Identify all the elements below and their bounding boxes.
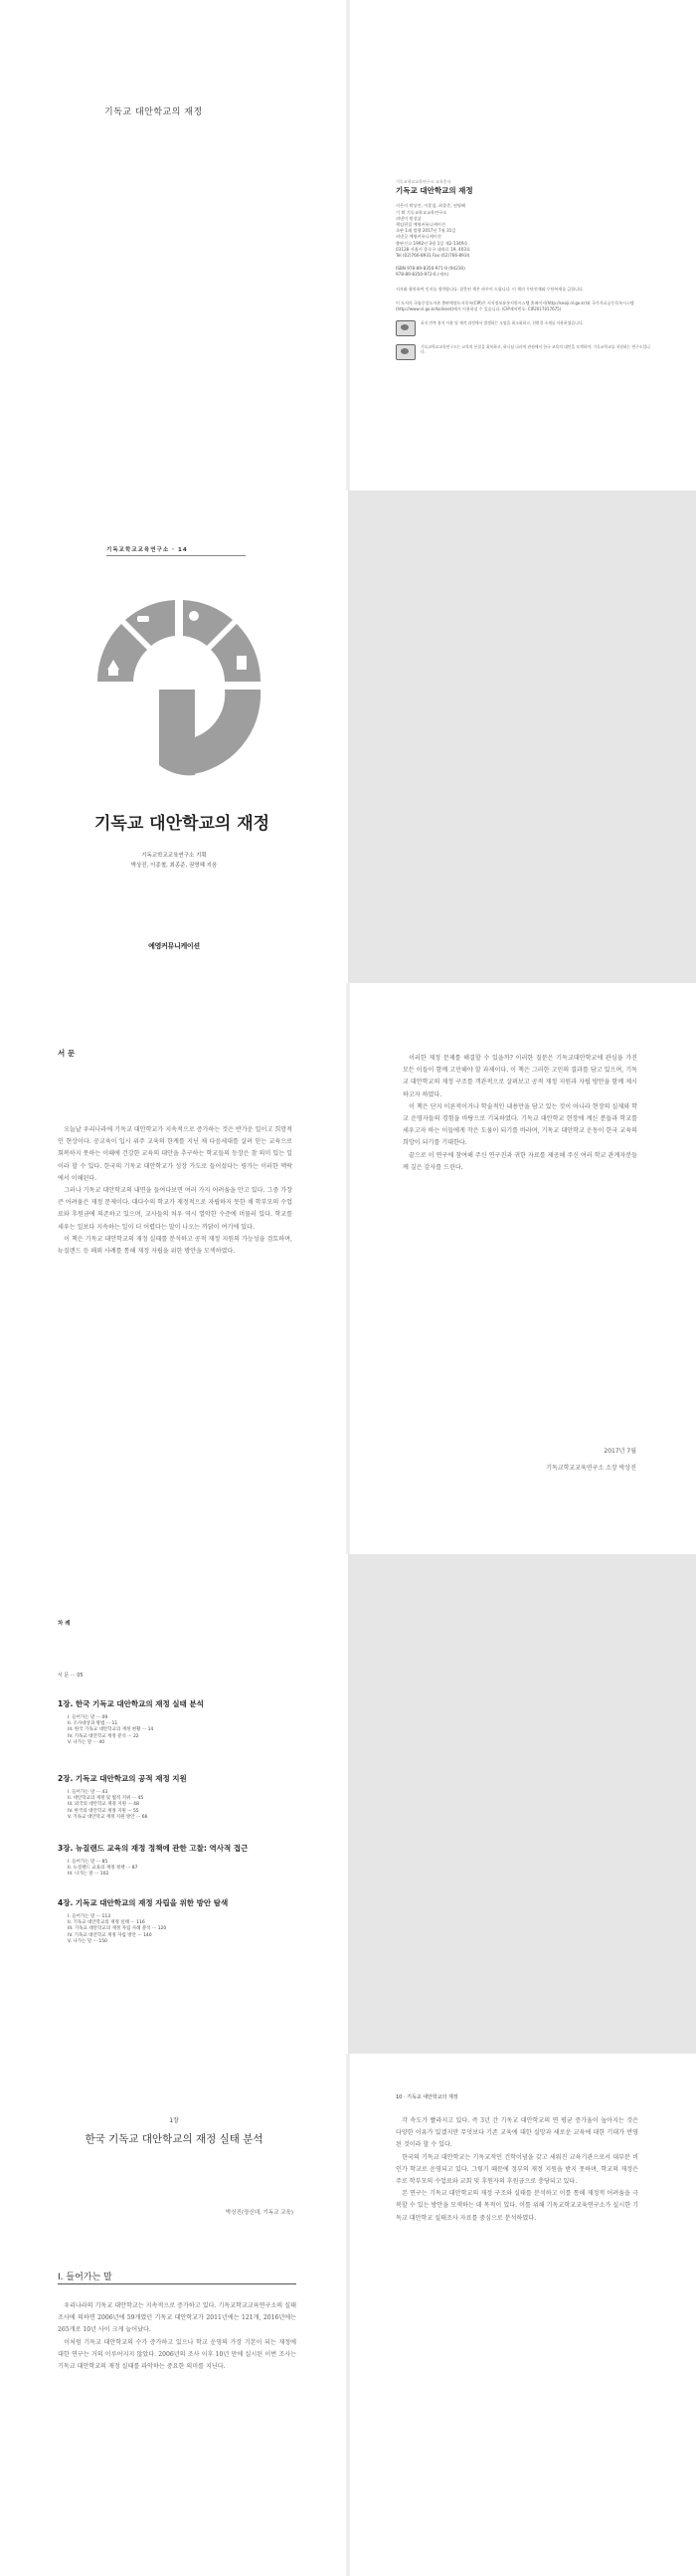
preface-date: 2017년 7월 [604, 1448, 636, 1455]
cover-page [0, 491, 348, 983]
spread-toc [0, 1554, 696, 2054]
half-title-page [0, 0, 348, 491]
institute-badge-row [396, 344, 654, 360]
chapter-author: 박상진(장신대, 기독교 교육) [226, 2210, 293, 2216]
chapter-left-body [58, 2300, 296, 2373]
chapter-title: 한국 기독교 대안학교의 재정 실태 분석 [85, 2133, 263, 2145]
hook-stem [159, 690, 195, 775]
chapter-number: 1장 [169, 2117, 179, 2124]
imprint-series-label: 기독교학교교육연구소 교육총서 [396, 179, 451, 184]
toc-section[interactable]: II. 조사대상과 방법 ··· 11 [68, 1721, 118, 1727]
imprint-line: Tel (02)766-8931 Fax (02)766-8934 [396, 253, 470, 259]
toc-section[interactable]: IV. 한국의 대안학교 재정 지원 ··· 55 [68, 1808, 139, 1814]
toc-section[interactable]: IV. 기독교 대안학교 재정 자립 방안 ··· 140 [68, 1932, 152, 1938]
eco-badge-row [396, 320, 654, 336]
toc-section[interactable]: III. 한국 기독교 대안학교의 재정 현황 ··· 14 [68, 1727, 154, 1733]
cover-graphic [89, 590, 268, 789]
cover-title: 기독교 대안학교의 재정 [94, 814, 270, 834]
toc-chapter-title[interactable]: 4장. 기독교 대안학교의 재정 자립을 위한 방안 탐색 [58, 1898, 229, 1907]
spread-halftitle-imprint [0, 0, 696, 491]
institute-logo-icon [396, 344, 416, 360]
paragraph: 각 속도가 빨라지고 있다. 즉 3년 간 기독교 대안학교의 연 평균 증가율이 높아지는 것은 다양한 이유가 있겠지만 무엇보다 기존 교육에 대한 실망과 새로운 교육에 대한 기대가 반영된 것이라 할 수 있다. [396, 2117, 638, 2149]
series-label: 기독교학교교육연구소 · 14 [106, 547, 188, 553]
toc-chapter-title[interactable]: 2장. 기독교 대안학교의 공적 재정 지원 [58, 1774, 187, 1783]
imprint-line: 출판신고 1992년 3월 1일 제2-1349호 [396, 240, 468, 246]
toc-chapter-title[interactable]: 3장. 뉴질랜드 교육의 재정 정책에 관한 고찰: 역사적 접근 [58, 1844, 249, 1853]
imprint-line: 책임편집 예영커뮤니케이션 [396, 222, 445, 228]
publisher-logo: 예영커뮤니케이션 [148, 942, 200, 950]
toc-section[interactable]: I. 들어가는 말 ··· 09 [68, 1715, 108, 1720]
toc-chapter[interactable] [58, 1843, 336, 1879]
toc-section[interactable]: I. 들어가는 말 ··· 43 [68, 1790, 108, 1795]
imprint-block [396, 179, 654, 360]
chapter-opening-page [0, 2054, 348, 2576]
toc-page [0, 1554, 348, 2054]
toc-section[interactable]: IV. 기독교 대안학교 재정 분석 ··· 22 [68, 1733, 139, 1739]
running-head: 10 · 기독교 대안학교의 재정 [396, 2094, 458, 2100]
imprint-line: 03128 서울시 종로구 대학로 19, 403호 [396, 246, 471, 252]
spread-preface [0, 983, 696, 1554]
paragraph: 이처럼 기독교 대안학교의 수가 증가하고 있으나 학교 운영의 가장 기본이 되는 재정에 대한 연구는 거의 이루어지지 않았다. 2006년의 조사 이후 10년 만에 실시된 이번 조사는 기독교 대안학교의 재정 실태를 파악하는 중요한 의미를 지닌다. [58, 2338, 296, 2371]
preface-left-page [0, 983, 348, 1554]
chapter-right-body [396, 2115, 638, 2225]
gutter [346, 2054, 350, 2576]
gutter [346, 0, 350, 491]
toc-preface-entry[interactable]: 서 문 ··· 05 [58, 1673, 84, 1679]
toc-preface[interactable] [58, 1672, 336, 1679]
hook-shape [187, 690, 261, 775]
institute-badge-text: 기독교학교교육연구소는 교육의 본질을 회복하고, 하나님 나라의 관점에서 한국 교육의 대안을 모색하며, 기독교학교를 지원하는 연구소입니다. [421, 343, 650, 355]
paragraph: 이러한 재정 문제를 해결할 수 있을까? 이러한 질문은 기독교대안학교에 관심을 가진 모든 이들이 함께 고민해야 할 과제이다. 이 책은 그러한 고민의 결과를 담고 있으며, 기독교 대안학교의 재정 구조를 객관적으로 살펴보고 공적 재정 지원과 자립 방안을 함께 제시하고자 하였다. [403, 1055, 637, 1098]
imprint-line: 펴낸곳 예영커뮤니케이션 [396, 234, 441, 240]
paragraph: 한국의 기독교 대안학교는 기독교적인 건학이념을 갖고 세워진 교육기관으로서 대부분 비인가 학교로 운영되고 있다. 그렇기 때문에 정부의 재정 지원을 받지 못하며, 학교의 재정은 주로 학부모의 수업료와 교회 및 후원자의 후원금으로 충당되고 있다. [396, 2153, 638, 2186]
paragraph: 우리나라의 기독교 대안학교는 지속적으로 증가하고 있다. 기독교학교교육연구소의 실태조사에 의하면 2006년에 59개였던 기독교 대안학교가 2011년에는 121개, 2016년에는 265개로 10년 사이 크게 늘어났다. [58, 2302, 296, 2334]
toc-section[interactable]: V. 기독교 대안학교 재정 지원 방안 ··· 66 [68, 1814, 148, 1820]
eco-paper-icon [396, 320, 416, 336]
cover-authors: 박상진, 이종철, 최종준, 권영혜 지음 [130, 863, 218, 869]
toc-section[interactable]: III. 나가는 말 ··· 102 [68, 1872, 109, 1878]
toc-heading: 차 례 [58, 1621, 71, 1627]
paragraph: 이 책은 기독교 대안학교의 재정 실태를 분석하고 공적 재정 지원의 가능성을 검토하며, 뉴질랜드 등 해외 사례를 통해 재정 자립을 위한 방안을 모색하였다. [58, 1235, 292, 1256]
people-icon [137, 616, 149, 622]
preface-heading: 서 문 [58, 1049, 76, 1058]
toc-chapter[interactable] [58, 1773, 336, 1821]
toc-section[interactable]: III. 외국의 대안학교 재정 지원 ··· 48 [68, 1802, 139, 1808]
imprint-line: 기 획 기독교학교교육연구소 [396, 209, 447, 215]
preface-right-body [403, 1053, 637, 1174]
coins-icon [189, 611, 199, 621]
eco-badge-text: 표지 안쪽 용지 사용 및 제작 과정에서 발생하는 오염을 최소화하고, 친환경 소재를 사용하였습니다. [421, 319, 584, 325]
half-title: 기독교 대안학교의 재정 [104, 107, 203, 117]
spread-chapter1 [0, 2054, 696, 2576]
imprint-isbn-set: 978-89-8350-972-6 (세트) [396, 272, 449, 278]
paragraph: 이 책은 단지 이론적이거나 학술적인 내용만을 담고 있는 것이 아니라 현장의 실제와 학교 운영자들의 경험을 바탕으로 기록하였다. 기독교 대안학교 현장에 계신 분들과 학교를 세우고자 하는 이들에게 작은 도움이 되기를 바라며, 기독교 대안학교 운동이 한국 교육의 희망이 되기를 기대한다. [403, 1102, 637, 1147]
cover-subtitle: 기독교학교교육연구소 기획 [141, 853, 207, 859]
toc-section[interactable]: I. 들어가는 말 ··· 85 [68, 1860, 108, 1865]
imprint-line: 초판 1쇄 발행 2017년 7월 31일 [396, 228, 456, 234]
toc-section[interactable]: III. 기독교 대안학교의 재정 자립 사례 분석 ··· 120 [68, 1926, 167, 1932]
paragraph: 본 연구는 기독교 대안학교의 재정 구조와 실태를 분석하고 이를 통해 재정적 어려움을 극복할 수 있는 방안을 모색하는 데 목적이 있다. 이를 위해 기독교학교교육연구소가 실시한 기독교 대안학교 실태조사 자료를 중심으로 분석하였다. [396, 2190, 638, 2222]
paragraph: 그러나 기독교 대안학교의 내면을 들여다보면 여러 가지 어려움을 안고 있다. 그중 가장 큰 어려움은 재정 문제이다. 대다수의 학교가 재정적으로 자립하지 못한 채 학부모의 수업료와 후원금에 의존하고 있으며, 교사들의 처우 역시 열악한 수준에 머물러 있다. 학교를 세우는 일보다 지속하는 일이 더 어렵다는 말이 나오는 까닭이 여기에 있다. [58, 1187, 292, 1231]
preface-signature: 기독교학교교육연구소 소장 박상진 [546, 1465, 636, 1472]
imprint-line: 지은이 박상진, 이종철, 최종준, 권영혜 [396, 203, 465, 209]
toc-section[interactable]: II. 뉴질랜드 교육의 재정 정책 ··· 87 [68, 1866, 138, 1872]
document-icon [237, 656, 247, 670]
imprint-notice: 저자와 협의하여 인지를 생략합니다. 잘못된 책은 바꾸어 드립니다. 이 책의 무단전재와 무단복제를 금합니다. [396, 286, 585, 292]
toc-section[interactable]: II. 대안학교의 재정 및 법적 지위 ··· 45 [68, 1796, 144, 1802]
section-heading: I. 들어가는 말 [58, 2273, 112, 2282]
toc-section[interactable]: I. 들어가는 말 ··· 113 [68, 1914, 111, 1919]
preface-left-body [58, 1124, 292, 1258]
imprint-title: 기독교 대안학교의 재정 [396, 186, 473, 196]
spread-cover [0, 491, 696, 983]
series-rule [106, 555, 246, 556]
toc-section[interactable]: V. 나가는 말 ··· 150 [68, 1938, 107, 1944]
section-rule [58, 2283, 296, 2284]
paragraph: 끝으로 이 연구에 참여해 주신 연구진과 귀한 자료를 제공해 주신 여러 학교 관계자분들께 깊은 감사를 드린다. [403, 1151, 637, 1171]
paragraph: 오늘날 우리나라에 기독교 대안학교가 지속적으로 증가하는 것은 반가운 일이고 희망적인 현상이다. 공교육이 입시 위주 교육의 한계를 지닌 채 다음세대를 살려 믿는 교육으로 회복하지 못하는 이때에 건강한 교육의 대안을 추구하는 학교들의 등장은 참 의미 있는 일이라 할 수 있다. 한국의 기독교 대안학교가 성장 가도로 들어섰다는 평가는 이러한 맥락에서 이해된다. [58, 1126, 292, 1182]
gutter [346, 983, 350, 1554]
toc-chapter[interactable] [58, 1897, 336, 1945]
toc-section[interactable]: V. 나가는 말 ··· 40 [68, 1739, 105, 1745]
imprint-isbn: ISBN 978-89-8350-971-9 (94230) [396, 266, 465, 272]
toc-chapter[interactable] [58, 1698, 336, 1746]
toc-chapter-title[interactable]: 1장. 한국 기독교 대안학교의 재정 실태 분석 [58, 1699, 204, 1708]
toc-section[interactable]: II. 기독교 대안학교의 재정 실태 ··· 116 [68, 1920, 145, 1926]
imprint-cip: 이 도서의 국립중앙도서관 출판예정도서목록(CIP)은 서지정보유통지원시스템 홈페이지(http://seoji.nl.go.kr)와 국가자료공동목록시스템(http://www.nl.go.kr/kolisnet)에서 이용하실 수 있습니다. (CIP제어번호: CIP2017017675) [396, 299, 634, 311]
imprint-line: 펴낸이 원성삼 [396, 215, 422, 221]
school-icon-base [108, 670, 118, 676]
